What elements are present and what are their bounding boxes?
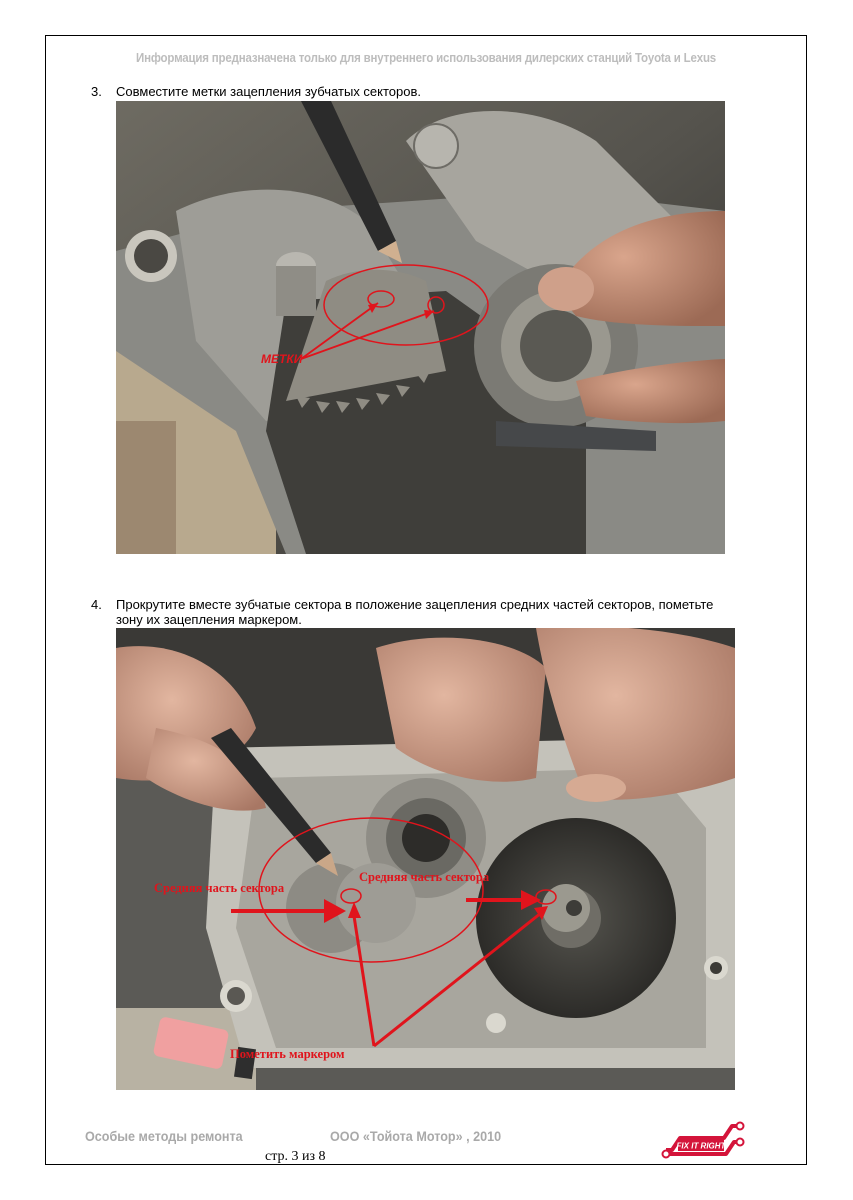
label-middle-left: Средняя часть сектора (154, 881, 285, 895)
photo-marker-zone-drawing (116, 628, 735, 1090)
step-number: 4. (91, 597, 102, 612)
step-text: Совместите метки зацепления зубчатых секторов. (116, 84, 422, 99)
footer-company: ООО «Тойота Мотор» , 2010 (330, 1128, 502, 1144)
fix-it-right-logo (660, 1120, 746, 1160)
page-number: стр. 3 из 8 (265, 1149, 326, 1164)
step-number: 3. (91, 84, 102, 99)
step-4 (91, 597, 811, 629)
label-marker: Пометить маркером (230, 1047, 345, 1061)
label-middle-right: Средняя часть сектора (359, 870, 490, 884)
header-note: Информация предназначена только для внутреннего использования дилерских станций Toyota и Lexus (135, 51, 717, 65)
step-3 (91, 84, 791, 100)
logo-text: FIX IT RIGHT (676, 1141, 726, 1151)
photo-marker-zone (116, 628, 735, 1090)
footer-title: Особые методы ремонта (85, 1128, 243, 1144)
photo-gear-marks-drawing (116, 101, 725, 554)
label-marks: МЕТКИ (261, 352, 303, 366)
photo-gear-marks (116, 101, 725, 554)
step-text-line1: Прокрутите вместе зубчатые сектора в положение зацепления средних частей секторов, пометьте (116, 597, 714, 612)
step-text-line2: зону их зацепления маркером. (116, 612, 302, 627)
